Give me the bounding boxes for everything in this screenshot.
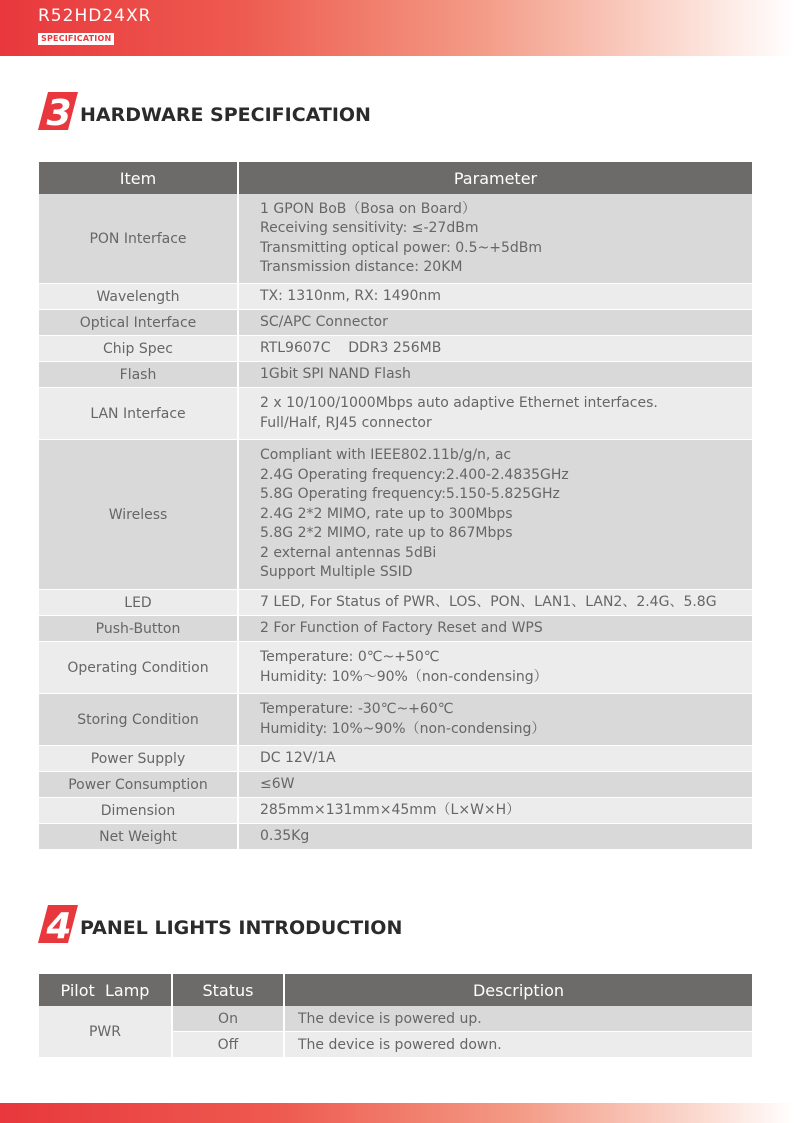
model-name: R52HD24XR [38,6,152,26]
table-row [39,194,752,284]
svg-text:3: 3 [46,93,72,130]
column-header-parameter: Parameter [239,162,752,194]
section-number-4-icon [38,905,78,943]
parameter-line: 2 external antennas 5dBi [260,544,437,561]
spec-item-cell: Dimension [39,798,239,824]
hardware-spec-table [39,162,752,850]
spec-parameter-cell [239,590,752,616]
table-row [39,590,752,616]
column-header-pilot-lamp: Pilot Lamp [39,974,173,1006]
pilot-lamp-cell: PWR [39,1006,173,1058]
spec-parameter-cell [239,616,752,642]
panel-lights-table [39,974,752,1058]
spec-item-cell: Power Consumption [39,772,239,798]
parameter-line: Temperature: -30℃~+60℃ [260,701,454,717]
parameter-line: Support Multiple SSID [260,564,413,581]
table-row [39,824,752,850]
parameter-line: TX: 1310nm, RX: 1490nm [260,287,441,304]
parameter-line: SC/APC Connector [260,313,388,330]
svg-text:4: 4 [46,906,72,943]
parameter-line: RTL9607C DDR3 256MB [260,339,442,356]
parameter-line: 2 x 10/100/1000Mbps auto adaptive Ethernet interfaces. [260,395,658,411]
table-row [39,746,752,772]
spec-item-cell: PON Interface [39,194,239,284]
parameter-line: 0.35Kg [260,827,310,844]
table-row [39,310,752,336]
parameter-line: Receiving sensitivity: ≤-27dBm [260,220,479,236]
table-row [39,772,752,798]
section-number-3-icon [38,92,78,130]
parameter-line: Humidity: 10%～90%（non-condensing） [260,668,548,685]
section-panel-heading: PANEL LIGHTS INTRODUCTION [80,917,403,939]
spec-parameter-cell [239,694,752,746]
column-header-item: Item [39,162,239,194]
spec-item-cell: Push-Button [39,616,239,642]
table-row [39,362,752,388]
parameter-line: Temperature: 0℃~+50℃ [260,649,440,665]
spec-parameter-cell [239,388,752,440]
table-row [39,642,752,694]
spec-item-cell: Wavelength [39,284,239,310]
footer-band [0,1103,794,1123]
parameter-line: 1Gbit SPI NAND Flash [260,365,411,382]
spec-item-cell: LAN Interface [39,388,239,440]
parameter-line: 7 LED, For Status of PWR、LOS、PON、LAN1、LAN2、2.4G、5.8G [260,593,717,610]
parameter-line: Transmission distance: 20KM [260,259,463,275]
parameter-line: DC 12V/1A [260,749,336,766]
parameter-line: 2 For Function of Factory Reset and WPS [260,619,543,636]
spec-item-cell: Flash [39,362,239,388]
table-row [39,798,752,824]
column-header-status: Status [173,974,285,1006]
parameter-line: 5.8G Operating frequency:5.150-5.825GHz [260,486,560,503]
spec-item-cell: Storing Condition [39,694,239,746]
parameter-line: 2.4G Operating frequency:2.400-2.4835GHz [260,466,569,483]
spec-parameter-cell [239,310,752,336]
parameter-line: 2.4G 2*2 MIMO, rate up to 300Mbps [260,505,513,522]
spec-parameter-cell [239,746,752,772]
spec-parameter-cell [239,362,752,388]
table-row [39,284,752,310]
table-row [39,1006,752,1032]
spec-parameter-cell [239,772,752,798]
spec-item-cell: LED [39,590,239,616]
table-row [39,336,752,362]
description-cell: The device is powered down. [285,1032,752,1058]
parameter-line: Compliant with IEEE802.11b/g/n, ac [260,447,512,464]
parameter-line: 5.8G 2*2 MIMO, rate up to 867Mbps [260,525,513,542]
description-cell: The device is powered up. [285,1006,752,1032]
section-hardware-heading: HARDWARE SPECIFICATION [80,104,371,126]
spec-parameter-cell [239,194,752,284]
table-row [39,388,752,440]
spec-parameter-cell [239,440,752,590]
parameter-line: ≤6W [260,775,295,792]
spec-item-cell: Net Weight [39,824,239,850]
status-cell: On [173,1006,285,1032]
specification-badge: SPECIFICATION [38,33,114,45]
status-cell: Off [173,1032,285,1058]
parameter-line: Humidity: 10%~90%（non-condensing） [260,720,546,737]
spec-parameter-cell [239,284,752,310]
table-row [39,616,752,642]
table-row [39,440,752,590]
spec-item-cell: Power Supply [39,746,239,772]
column-header-description: Description [285,974,752,1006]
spec-item-cell: Chip Spec [39,336,239,362]
parameter-line: 285mm×131mm×45mm（L×W×H） [260,801,521,818]
spec-parameter-cell [239,336,752,362]
spec-parameter-cell [239,642,752,694]
table-row [39,694,752,746]
parameter-line: 1 GPON BoB（Bosa on Board） [260,200,476,217]
spec-parameter-cell [239,798,752,824]
spec-parameter-cell [239,824,752,850]
spec-item-cell: Optical Interface [39,310,239,336]
spec-item-cell: Wireless [39,440,239,590]
parameter-line: Full/Half, RJ45 connector [260,414,432,431]
parameter-line: Transmitting optical power: 0.5~+5dBm [260,239,543,256]
spec-item-cell: Operating Condition [39,642,239,694]
